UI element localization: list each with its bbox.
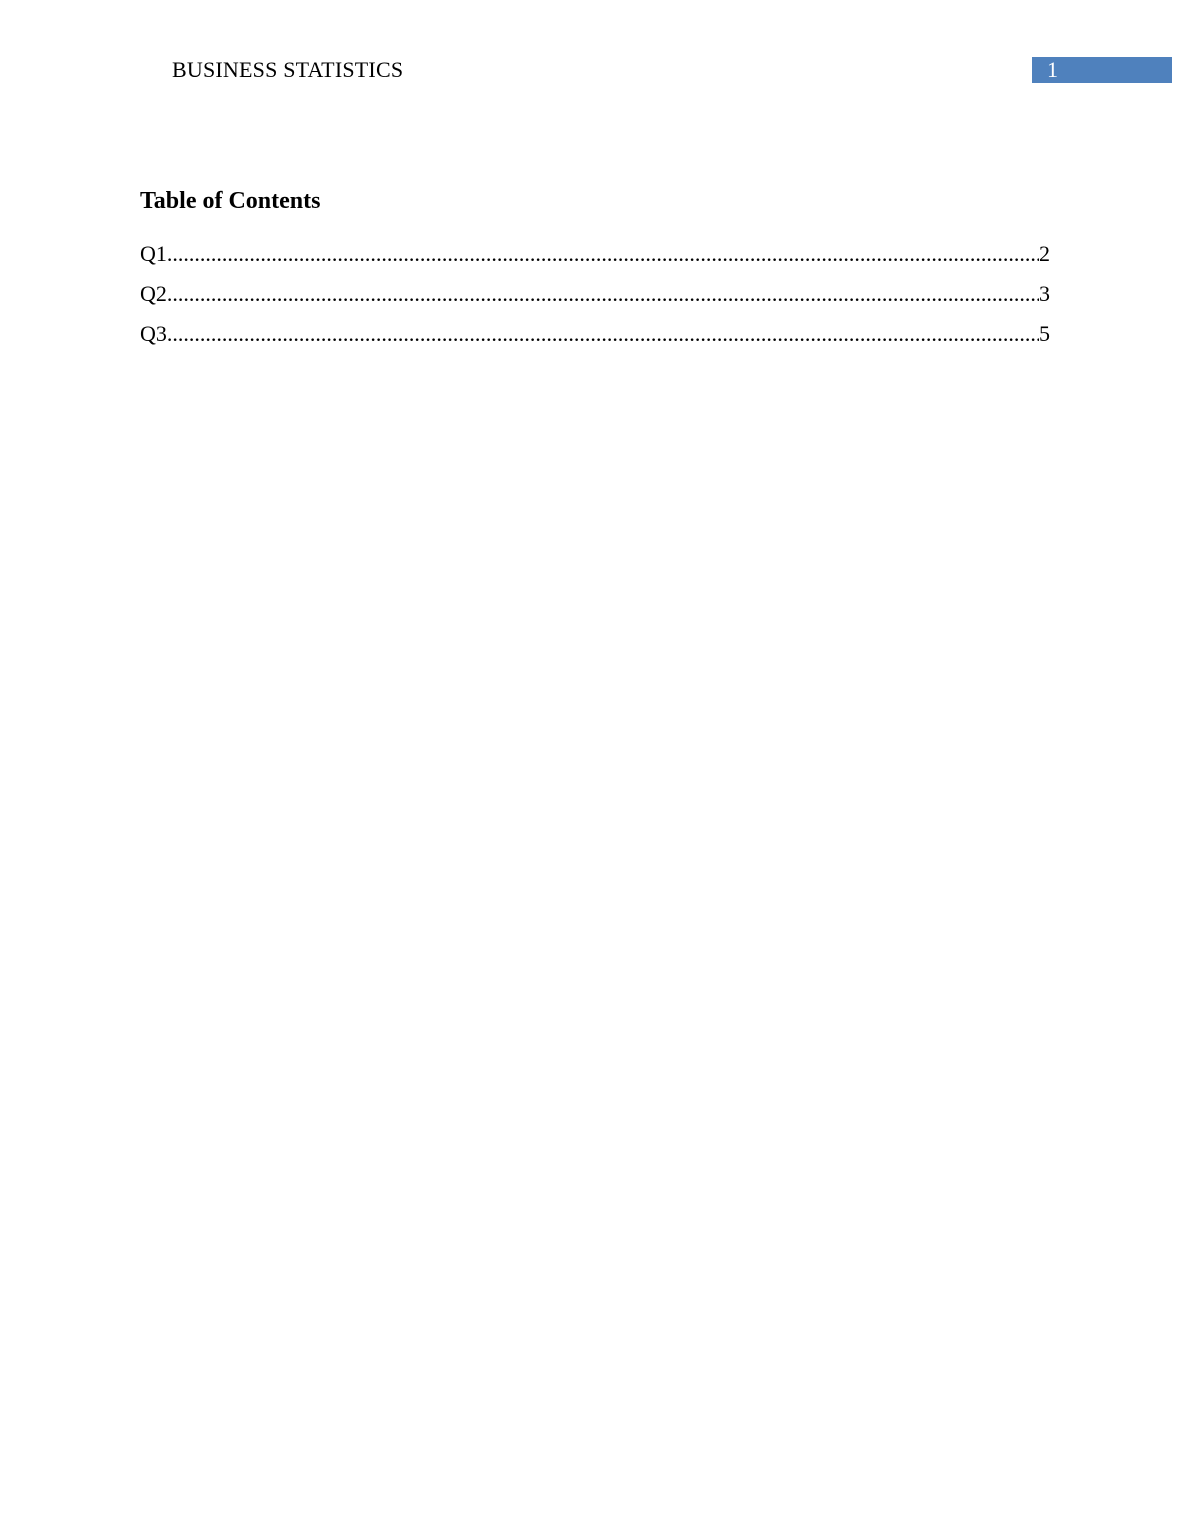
- toc-entry-label: Q3: [140, 321, 167, 346]
- toc-entry-q3[interactable]: [140, 320, 1050, 360]
- toc-dot-leader: [167, 320, 1039, 348]
- toc-heading: Table of Contents: [140, 188, 321, 214]
- toc-list: [140, 240, 1050, 360]
- toc-entry-page: 3: [1039, 281, 1050, 306]
- running-header-title: BUSINESS STATISTICS: [172, 57, 404, 82]
- toc-entry-q1[interactable]: [140, 240, 1050, 280]
- toc-dot-leader: [167, 240, 1039, 268]
- toc-entry-label: Q2: [140, 281, 167, 306]
- toc-dot-leader: [167, 280, 1039, 308]
- page-number: 1: [1047, 57, 1058, 82]
- toc-entry-page: 2: [1039, 241, 1050, 266]
- toc-entry-page: 5: [1039, 321, 1050, 346]
- toc-entry-q2[interactable]: [140, 280, 1050, 320]
- page-number-badge: [1032, 57, 1172, 83]
- toc-entry-label: Q1: [140, 241, 167, 266]
